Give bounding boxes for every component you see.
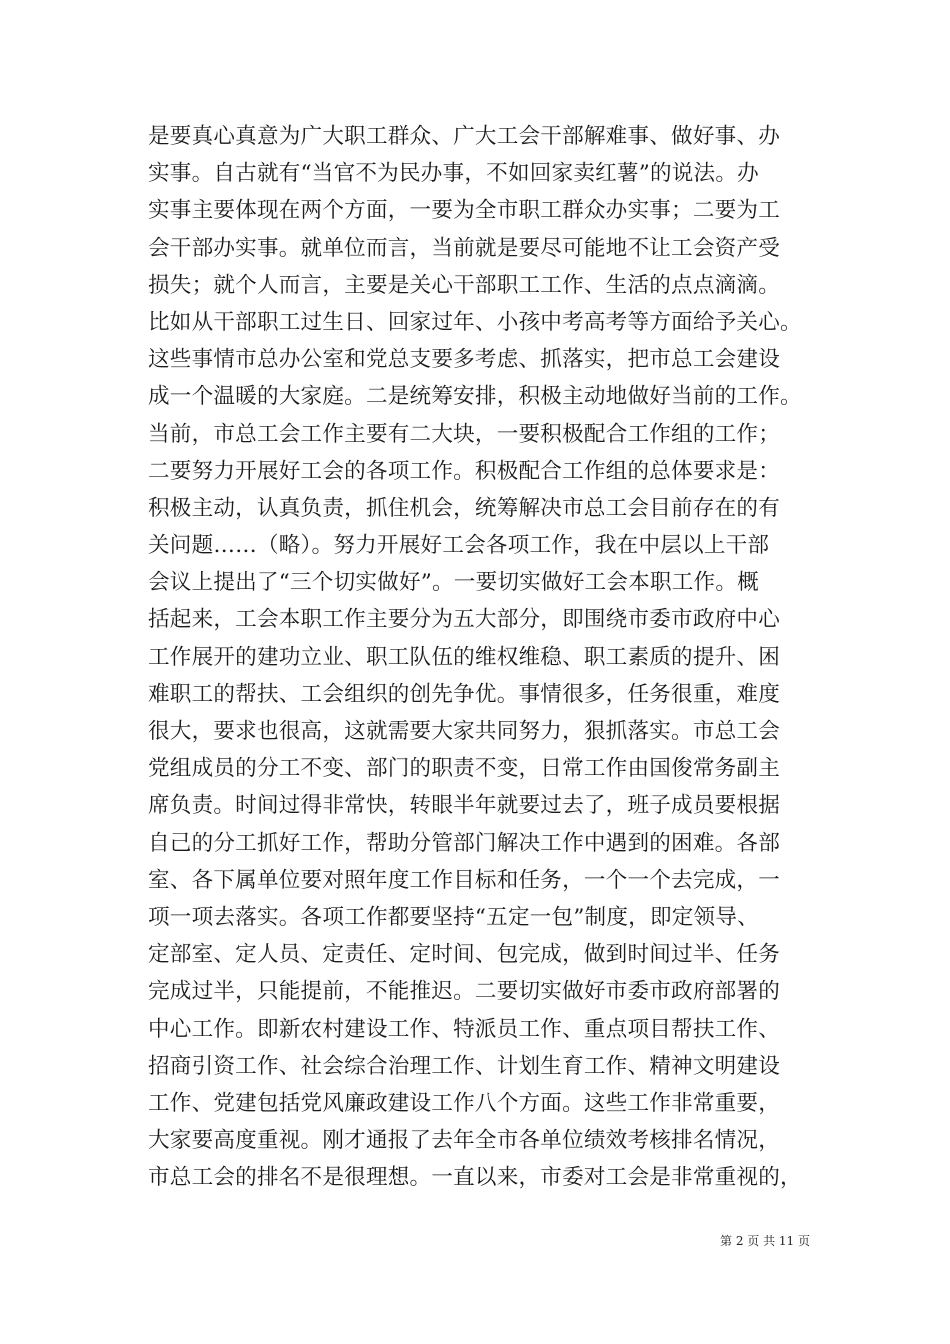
- text-line: 市总工会的排名不是很理想。一直以来，市委对工会是非常重视的，: [148, 1165, 802, 1191]
- text-line: 括起来，工会本职工作主要分为五大部分，即围绕市委市政府中心: [148, 607, 781, 633]
- text-line: 很大，要求也很高，这就需要大家共同努力，狠抓落实。市总工会: [148, 719, 781, 744]
- text-line: 党组成员的分工不变、部门的职责不变，日常工作由国俊常务副主: [148, 756, 781, 782]
- body-text: [148, 118, 818, 1196]
- text-line: 难职工的帮扶、工会组织的创先争优。事情很多，任务很重，难度: [148, 681, 781, 707]
- text-line: 会议上提出了“三个切实做好”。一要切实做好工会本职工作。概: [148, 570, 759, 596]
- text-line: 项一项去落实。各项工作都要坚持“五定一包”制度，即定领导、: [148, 904, 759, 930]
- text-line: 工作、党建包括党风廉政建设工作八个方面。这些工作非常重要，: [148, 1090, 781, 1116]
- text-line: 会干部办实事。就单位而言，当前就是要尽可能地不让工会资产受: [148, 235, 781, 261]
- text-line: 招商引资工作、社会综合治理工作、计划生育工作、精神文明建设: [148, 1053, 781, 1079]
- text-line: 关问题……（略）。努力开展好工会各项工作，我在中层以上干部: [148, 533, 770, 559]
- text-line: 二要努力开展好工会的各项工作。积极配合工作组的总体要求是：: [148, 458, 781, 484]
- text-line: 成一个温暖的大家庭。二是统筹安排，积极主动地做好当前的工作。: [148, 384, 802, 410]
- text-line: 定部室、定人员、定责任、定时间、包完成，做到时间过半、任务: [148, 942, 781, 968]
- text-line: 积极主动，认真负责，抓住机会，统筹解决市总工会目前存在的有: [148, 495, 781, 521]
- text-line: 当前，市总工会工作主要有二大块，一要积极配合工作组的工作；: [148, 421, 781, 447]
- text-line: 席负责。时间过得非常快，转眼半年就要过去了，班子成员要根据: [148, 793, 781, 819]
- text-line: 中心工作。即新农村建设工作、特派员工作、重点项目帮扶工作、: [148, 1016, 781, 1042]
- text-line: 室、各下属单位要对照年度工作目标和任务，一个一个去完成，一: [148, 867, 781, 893]
- text-line: 工作展开的建功立业、职工队伍的维权维稳、职工素质的提升、困: [148, 644, 781, 670]
- text-line: 大家要高度重视。刚才通报了去年全市各单位绩效考核排名情况，: [148, 1128, 781, 1154]
- text-line: 完成过半，只能提前，不能推迟。二要切实做好市委市政府部署的: [148, 979, 781, 1005]
- text-line: 实事主要体现在两个方面，一要为全市职工群众办实事；二要为工: [148, 198, 781, 224]
- text-line: 这些事情市总办公室和党总支要多考虑、抓落实，把市总工会建设: [148, 347, 781, 373]
- text-line: 自己的分工抓好工作，帮助分管部门解决工作中遇到的困难。各部: [148, 830, 781, 856]
- text-line: 比如从干部职工过生日、回家过年、小孩中考高考等方面给予关心。: [148, 309, 802, 335]
- text-line: 损失；就个人而言，主要是关心干部职工工作、生活的点点滴滴。: [148, 272, 781, 298]
- page-number-footer: 第 2 页 共 11 页: [720, 1234, 810, 1248]
- text-line: 实事。自古就有“当官不为民办事，不如回家卖红薯”的说法。办: [148, 161, 759, 187]
- text-line: 是要真心真意为广大职工群众、广大工会干部解难事、做好事、办: [148, 124, 781, 149]
